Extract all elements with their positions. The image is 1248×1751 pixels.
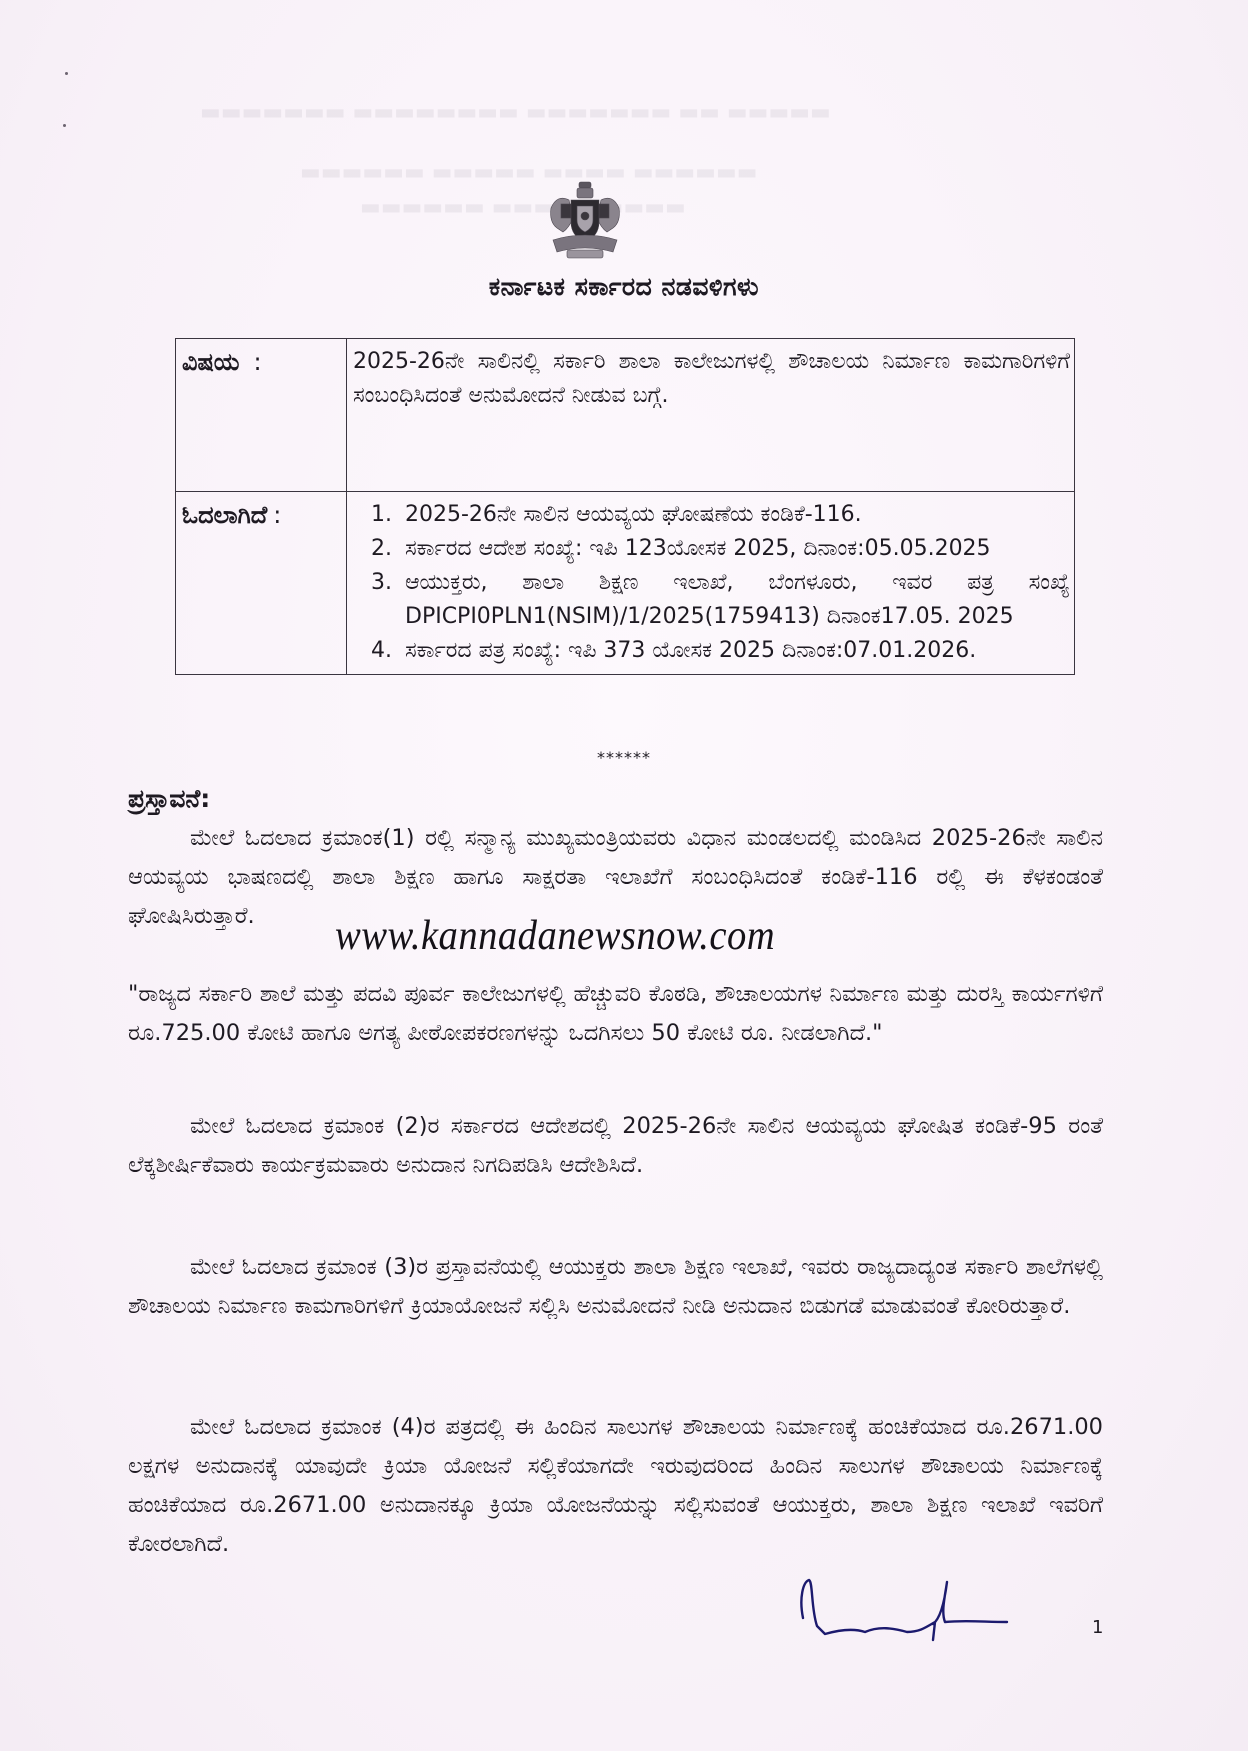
read-colon: :: [273, 501, 282, 529]
subject-label-cell: [176, 339, 347, 492]
subject-label: ವಿಷಯ: [182, 348, 240, 376]
paragraph-text: "ರಾಜ್ಯದ ಸರ್ಕಾರಿ ಶಾಲೆ ಮತ್ತು ಪದವಿ ಪೂರ್ವ ಕಾಲೇಜುಗಳಲ್ಲಿ ಹೆಚ್ಚುವರಿ ಕೊಠಡಿ, ಶೌಚಾಲಯಗಳ ನಿರ್ಮಾಣ ಮತ್ತು ದುರಸ್ತಿ ಕಾರ್ಯಗಳಿಗೆ ರೂ.725.00 ಕೋಟಿ ಹಾಗೂ ಅಗತ್ಯ ಪೀಠೋಪಕರಣಗಳನ್ನು ಒದಗಿಸಲು 50 ಕೋಟಿ ರೂ. ನೀಡಲಾಗಿದೆ.": [128, 981, 1103, 1046]
page-number: 1: [1092, 1617, 1104, 1638]
reference-table: [175, 338, 1075, 675]
read-label: ಓದಲಾಗಿದೆ: [182, 501, 268, 529]
references-cell: [347, 492, 1075, 675]
preamble-heading: ಪ್ರಸ್ತಾವನೆ:: [128, 784, 211, 813]
preamble-paragraph-3: [128, 1248, 1103, 1326]
bleed-through-text: ▬▬▬▬▬▬ ▬▬▬ ▬▬▬▬▬▬: [360, 195, 686, 220]
paragraph-text: ಮೇಲೆ ಓದಲಾದ ಕ್ರಮಾಂಕ (2)ರ ಸರ್ಕಾರದ ಆದೇಶದಲ್ಲಿ 2025-26ನೇ ಸಾಲಿನ ಆಯವ್ಯಯ ಘೋಷಿತ ಕಂಡಿಕೆ-95 ರಂತೆ ಲೆಕ್ಕಶೀರ್ಷಿಕೆವಾರು ಕಾರ್ಯಕ್ರಮವಾರು ಅನುದಾನ ನಿಗದಿಪಡಿಸಿ ಆದೇಶಿಸಿದೆ.: [128, 1113, 1103, 1178]
reference-item: 2. ಸರ್ಕಾರದ ಆದೇಶ ಸಂಖ್ಯೆ: ಇಪಿ 123ಯೋಸಕ 2025, ದಿನಾಂಕ:05.05.2025: [399, 532, 1070, 566]
paragraph-text: ಮೇಲೆ ಓದಲಾದ ಕ್ರಮಾಂಕ(1) ರಲ್ಲಿ ಸನ್ಮಾನ್ಯ ಮುಖ್ಯಮಂತ್ರಿಯವರು ವಿಧಾನ ಮಂಡಲದಲ್ಲಿ ಮಂಡಿಸಿದ 2025-26ನೇ ಸಾಲಿನ ಆಯವ್ಯಯ ಭಾಷಣದಲ್ಲಿ ಶಾಲಾ ಶಿಕ್ಷಣ ಹಾಗೂ ಸಾಕ್ಷರತಾ ಇಲಾಖೆಗೆ ಸಂಬಂಧಿಸಿದಂತೆ ಕಂಡಿಕೆ-116 ರಲ್ಲಿ ಈ ಕೆಳಕಂಡಂತೆ ಘೋಷಿಸಿರುತ್ತಾರೆ.: [128, 825, 1103, 929]
subject-colon: :: [253, 348, 262, 376]
handwritten-signature-icon: [795, 1578, 1015, 1648]
preamble-paragraph-4: [128, 1408, 1103, 1564]
subject-text: 2025-26ನೇ ಸಾಲಿನಲ್ಲಿ ಸರ್ಕಾರಿ ಶಾಲಾ ಕಾಲೇಜುಗಳಲ್ಲಿ ಶೌಚಾಲಯ ನಿರ್ಮಾಣ ಕಾಮಗಾರಿಗಳಿಗೆ ಸಂಬಂಧಿಸಿದಂತೆ ಅನುಮೋದನೆ ನೀಡುವ ಬಗ್ಗೆ.: [347, 339, 1075, 492]
reference-item: 3. ಆಯುಕ್ತರು, ಶಾಲಾ ಶಿಕ್ಷಣ ಇಲಾಖೆ, ಬೆಂಗಳೂರು, ಇವರ ಪತ್ರ ಸಂಖ್ಯೆ DPICPI0PLN1(NSIM)/1/2025(1759413) ದಿನಾಂಕ17.05. 2025: [399, 566, 1070, 634]
karnataka-state-emblem-icon: [537, 178, 633, 266]
read-row: [176, 492, 1075, 675]
reference-item: 1. 2025-26ನೇ ಸಾಲಿನ ಆಯವ್ಯಯ ಘೋಷಣೆಯ ಕಂಡಿಕೆ-116.: [399, 498, 1070, 532]
preamble-paragraph-2: [128, 1107, 1103, 1185]
subject-row: [176, 339, 1075, 492]
paragraph-text: ಮೇಲೆ ಓದಲಾದ ಕ್ರಮಾಂಕ (4)ರ ಪತ್ರದಲ್ಲಿ ಈ ಹಿಂದಿನ ಸಾಲುಗಳ ಶೌಚಾಲಯ ನಿರ್ಮಾಣಕ್ಕೆ ಹಂಚಿಕೆಯಾದ ರೂ.2671.00 ಲಕ್ಷಗಳ ಅನುದಾನಕ್ಕೆ ಯಾವುದೇ ಕ್ರಿಯಾ ಯೋಜನೆ ಸಲ್ಲಿಕೆಯಾಗದೇ ಇರುವುದರಿಂದ ಹಿಂದಿನ ಸಾಲುಗಳ ಶೌಚಾಲಯ ನಿರ್ಮಾಣಕ್ಕೆ ಹಂಚಿಕೆಯಾದ ರೂ.2671.00 ಅನುದಾನಕ್ಕೂ ಕ್ರಿಯಾ ಯೋಜನೆಯನ್ನು ಸಲ್ಲಿಸುವಂತೆ ಆಯುಕ್ತರು, ಶಾಲಾ ಶಿಕ್ಷಣ ಇಲಾಖೆ ಇವರಿಗೆ ಕೋರಲಾಗಿದೆ.: [128, 1414, 1103, 1557]
paragraph-text: ಮೇಲೆ ಓದಲಾದ ಕ್ರಮಾಂಕ (3)ರ ಪ್ರಸ್ತಾವನೆಯಲ್ಲಿ ಆಯುಕ್ತರು ಶಾಲಾ ಶಿಕ್ಷಣ ಇಲಾಖೆ, ಇವರು ರಾಜ್ಯದಾದ್ಯಂತ ಸರ್ಕಾರಿ ಶಾಲೆಗಳಲ್ಲಿ ಶೌಚಾಲಯ ನಿರ್ಮಾಣ ಕಾಮಗಾರಿಗಳಿಗೆ ಕ್ರಿಯಾಯೋಜನೆ ಸಲ್ಲಿಸಿ ಅನುಮೋದನೆ ನೀಡಿ ಅನುದಾನ ಬಿಡುಗಡೆ ಮಾಡುವಂತೆ ಕೋರಿರುತ್ತಾರೆ.: [128, 1254, 1103, 1319]
read-label-cell: [176, 492, 347, 675]
bleed-through-text: ▬▬▬▬▬▬ ▬▬▬▬ ▬▬▬▬▬ ▬▬▬▬▬▬: [300, 160, 758, 185]
budget-quote-paragraph: [128, 975, 1103, 1053]
scan-speck: [65, 72, 68, 75]
bleed-through-text: ▬▬▬▬▬ ▬▬ ▬▬▬▬▬▬▬ ▬▬▬▬▬▬▬▬ ▬▬▬▬▬▬▬: [200, 100, 831, 125]
references-list: [353, 498, 1070, 668]
document-title: ಕರ್ನಾಟಕ ಸರ್ಕಾರದ ನಡವಳಿಗಳು: [488, 272, 760, 301]
scan-speck: [63, 124, 66, 127]
website-watermark: www.kannadanewsnow.com: [335, 913, 776, 959]
section-separator: ******: [597, 748, 651, 767]
reference-item: 4. ಸರ್ಕಾರದ ಪತ್ರ ಸಂಖ್ಯೆ: ಇಪಿ 373 ಯೋಸಕ 2025 ದಿನಾಂಕ:07.01.2026.: [399, 634, 1070, 668]
